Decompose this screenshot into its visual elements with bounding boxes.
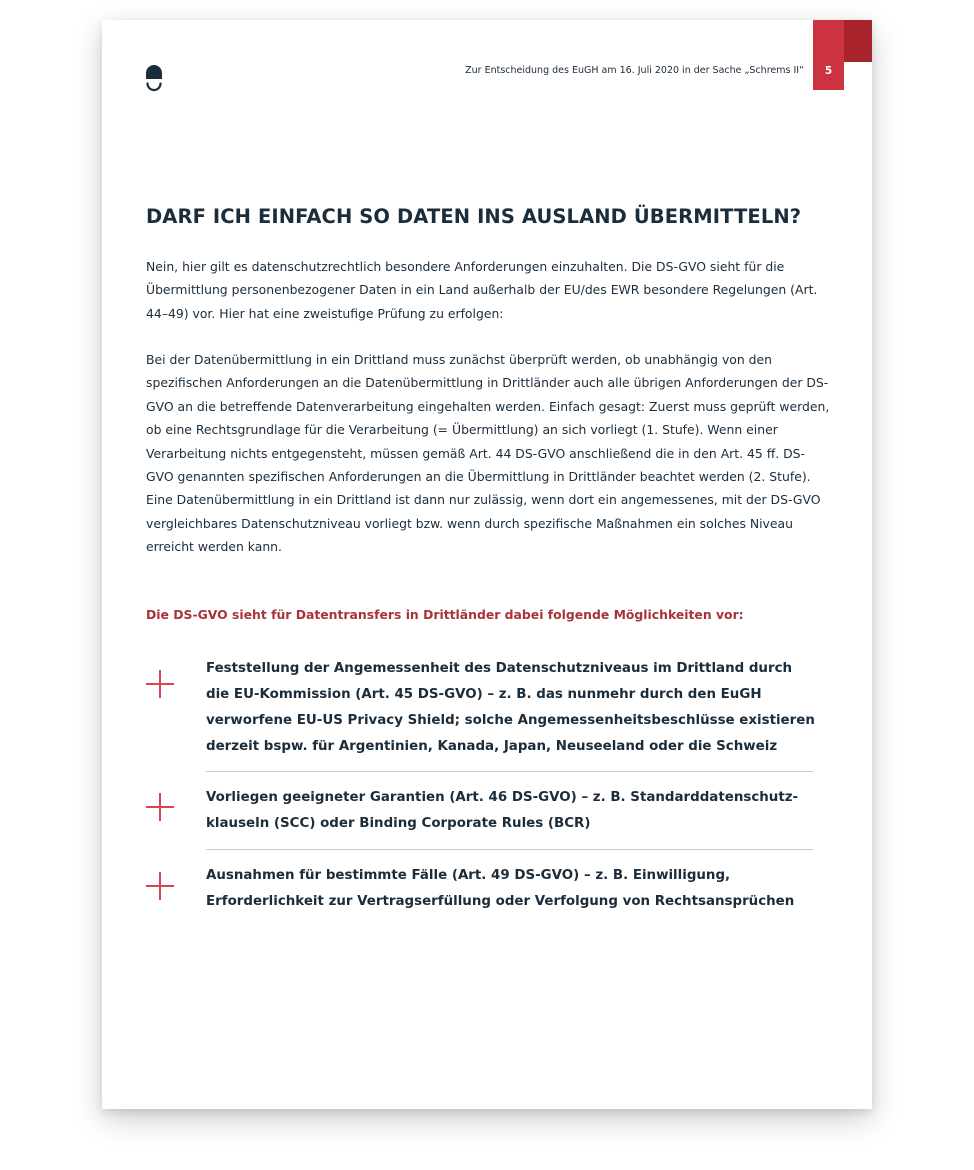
page-number: 5 bbox=[824, 65, 833, 77]
list-item-text: Ausnahmen für bestimmte Fälle (Art. 49 DS-GVO) – z. B. Einwilligung, Erforderlichkeit zur Vertragserfüllung oder Verfolgung von Rechtsansprüchen bbox=[206, 868, 795, 909]
divider bbox=[206, 849, 813, 850]
page-number-tab bbox=[813, 20, 844, 90]
running-header: Zur Entscheidung des EuGH am 16. Juli 2020 in der Sache „Schrems II“ bbox=[465, 65, 804, 76]
plus-icon bbox=[146, 793, 174, 821]
page-tab-accent bbox=[844, 20, 872, 62]
section-title: DARF ICH EINFACH SO DATEN INS AUSLAND ÜBERMITTELN? bbox=[146, 205, 802, 228]
plus-icon bbox=[146, 872, 174, 900]
list-subheading: Die DS-GVO sieht für Datentransfers in Drittländer dabei folgende Möglichkeiten vor: bbox=[146, 607, 744, 622]
plus-icon bbox=[146, 670, 174, 698]
list-item-text: Vorliegen geeigneter Garantien (Art. 46 DS-GVO) – z. B. Standarddatenschutzklauseln (SCC) oder Binding Corporate Rules (BCR) bbox=[206, 790, 799, 831]
body-paragraph: Bei der Datenübermittlung in ein Drittland muss zunächst überprüft werden, ob unabhängig von den spezifischen Anforderungen an die Datenübermittlung in Drittländer auch alle übrigen Anforderungen der DS-GVO an die betreffende Datenverarbeitung eingehalten werden. Einfach gesagt: Zuerst muss geprüft werden, ob eine Rechtsgrundlage für die Verarbeitung (= Übermittlung) an sich vorliegt (1. Stufe). Wenn einer Verarbeitung nichts entgegensteht, müssen gemäß Art. 44 DS-GVO anschließend die in den Art. 45 ff. DS-GVO genannten spezifischen Anforderungen an die Übermittlung in Drittländer beachtet werden (2. Stufe). Eine Datenübermittlung in ein Drittland ist dann nur zulässig, wenn dort ein angemessenes, mit der DS-GVO vergleichbares Datenschutzniveau vorliegt bzw. wenn durch spezifische Maßnahmen ein solches Niveau erreicht werden kann. bbox=[146, 352, 830, 555]
document-page bbox=[102, 20, 872, 1109]
divider bbox=[206, 771, 813, 772]
list-item-text: Feststellung der Angemessenheit des Datenschutzniveaus im Drittland durch die EU-Kommission (Art. 45 DS-GVO) – z. B. das nunmehr durch den EuGH verworfene EU-US Privacy Shield; solche Angemessenheitsbeschlüsse existieren derzeit bspw. für Argentinien, Kanada, Japan, Neuseeland oder die Schweiz bbox=[206, 661, 815, 754]
intro-paragraph: Nein, hier gilt es datenschutzrechtlich besondere Anforderungen einzuhalten. Die DS-GVO sieht für die Übermittlung personenbezogener Daten in ein Land außerhalb der EU/des EWR besondere Regelungen (Art. 44–49) vor. Hier hat eine zweistufige Prüfung zu erfolgen: bbox=[146, 259, 818, 321]
e-logo-icon bbox=[145, 64, 163, 92]
